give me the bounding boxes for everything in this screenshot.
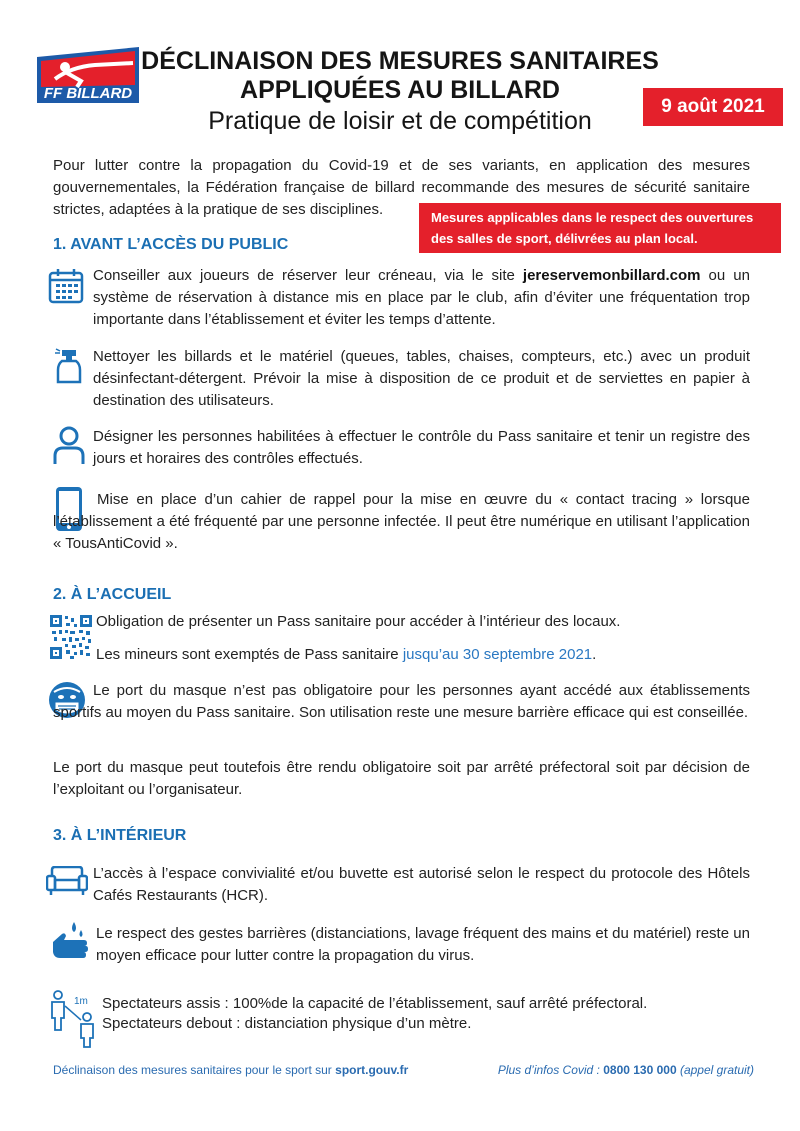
- section-1-item-2: Nettoyer les billards et le matériel (queues, tables, chaises, compteurs, etc.) avec un produit désinfectant-détergent. Prévoir la mise à disposition de ce produit et de serviettes en papier à destination des utilisateurs.: [93, 348, 750, 409]
- mask-paragraph: Le port du masque n’est pas obligatoire pour les personnes ayant accédé aux établissements sportifs au moyen du Pass sanitaire. Son utilisation reste une mesure barrière efficace qui est conseillée.: [53, 682, 750, 721]
- title-line-2: APPLIQUÉES AU BILLARD: [240, 76, 560, 104]
- covid-phone-number[interactable]: 0800 130 000: [603, 1063, 677, 1077]
- section-3-item-2: Le respect des gestes barrières (distanciations, lavage fréquent des mains et du matériel) reste un moyen efficace pour lutter contre la propagation du virus.: [96, 925, 750, 964]
- qr-code-icon: [50, 615, 92, 659]
- section-1-heading: 1. AVANT L’ACCÈS DU PUBLIC: [53, 236, 289, 253]
- section-3-heading: 3. À L’INTÉRIEUR: [53, 827, 187, 844]
- sofa-icon: [46, 866, 88, 896]
- calendar-icon: [48, 268, 84, 304]
- hand-wash-icon: [50, 920, 90, 962]
- footer-right-text: Plus d’infos Covid :: [497, 1063, 604, 1077]
- section-2-line-1: Obligation de présenter un Pass sanitaire pour accéder à l’intérieur des locaux.: [96, 613, 621, 630]
- ff-billard-logo: [37, 47, 139, 103]
- page-title: [140, 47, 660, 105]
- notice-line-2: des salles de sport, délivrées au plan local.: [431, 231, 698, 246]
- logo-text: FF BILLARD: [43, 85, 133, 102]
- distance-label: 1m: [74, 996, 88, 1007]
- reservation-site-link[interactable]: jereservemonbillard.com: [522, 267, 701, 284]
- section-2-line-2: [96, 644, 750, 666]
- item-1-text: Conseiller aux joueurs de réserver leur créneau, via le site: [93, 267, 523, 284]
- footer-left: [53, 1063, 408, 1077]
- mask-paragraph-2: Le port du masque peut toutefois être rendu obligatoire soit par arrêté préfectoral soit par décision de l’exploitant ou l’organisateur.: [53, 759, 750, 798]
- minors-text: Les mineurs sont exemptés de Pass sanitaire: [96, 646, 403, 663]
- exemption-date: jusqu’au 30 septembre 2021: [402, 646, 593, 663]
- item-1-text-end: ou un système de réservation à distance mis en place par le club, afin d’éviter une fréquentation trop importante dans l’établissement et éviter les temps d’attente.: [93, 267, 750, 328]
- person-icon: [52, 426, 86, 466]
- intro-paragraph: Pour lutter contre la propagation du Covid-19 et de ses variants, en application des mesures gouvernementales, la Fédération française de billard recommande des mesures de sécurité sanitaire strictes, adaptées à la pratique de ses disciplines.: [53, 157, 750, 218]
- distancing-icon: [50, 990, 98, 1048]
- notice-line-1: Mesures applicables dans le respect des ouvertures: [431, 210, 754, 225]
- notice-box: [419, 203, 781, 253]
- section-1-item-1: [93, 265, 750, 331]
- title-line-1: DÉCLINAISON DES MESURES SANITAIRES: [141, 47, 659, 75]
- date-badge: 9 août 2021: [643, 88, 783, 126]
- section-2-heading: 2. À L’ACCUEIL: [53, 586, 172, 603]
- seated-spectators: Spectateurs assis : 100%de la capacité de l’établissement, sauf arrêté préfectoral.: [102, 995, 648, 1012]
- page-subtitle: Pratique de loisir et de compétition: [208, 107, 592, 135]
- footer-right: [498, 1063, 754, 1077]
- sport-gouv-link[interactable]: sport.gouv.fr: [335, 1063, 409, 1077]
- section-1-item-4: Mise en place d’un cahier de rappel pour la mise en œuvre du « contact tracing » lorsque l’établissement a été fréquenté par une personne infectée. Il peut être numérique en utilisant l’application « TousAntiCovid ».: [53, 491, 750, 552]
- footer-right-suffix: (appel gratuit): [676, 1063, 754, 1077]
- minors-text-end: .: [592, 646, 597, 663]
- section-3-item-1: L’accès à l’espace convivialité et/ou buvette est autorisé selon le respect du protocole des Hôtels Cafés Restaurants (HCR).: [93, 865, 750, 904]
- section-1-item-3: Désigner les personnes habilitées à effectuer le contrôle du Pass sanitaire et tenir un registre des jours et horaires des contrôles effectués.: [93, 428, 750, 467]
- spray-bottle-icon: [52, 346, 84, 384]
- standing-spectators: Spectateurs debout : distanciation physique d’un mètre.: [102, 1015, 472, 1032]
- footer-left-text: Déclinaison des mesures sanitaires pour le sport sur: [53, 1063, 336, 1077]
